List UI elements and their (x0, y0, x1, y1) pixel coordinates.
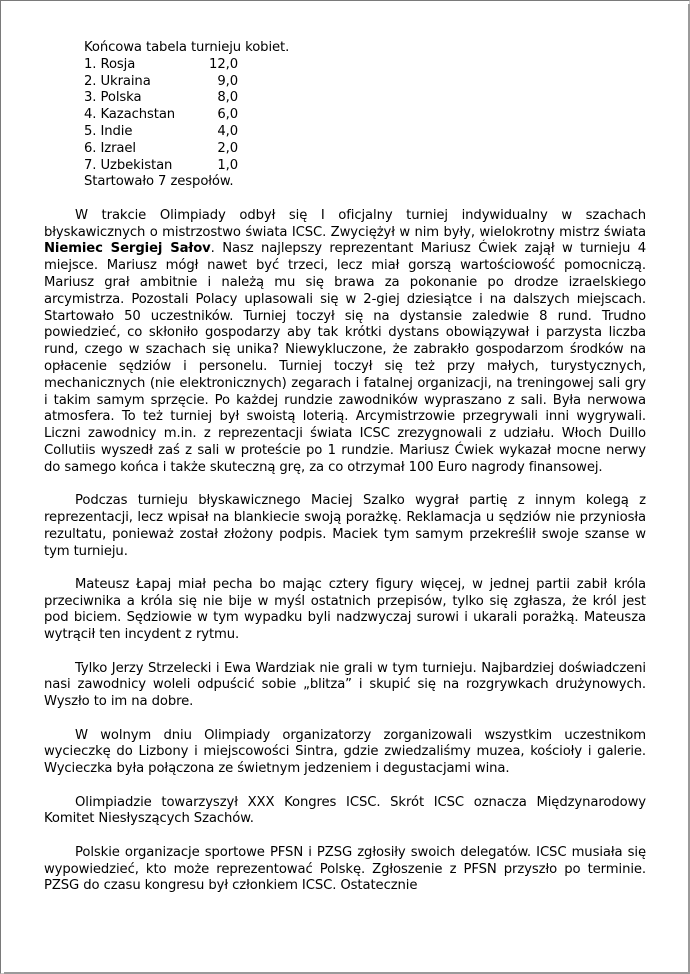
results-row: 4. Kazachstan 6,0 (84, 107, 238, 123)
results-row: 6. Izrael 2,0 (84, 140, 238, 156)
document-body (44, 40, 646, 895)
results-row: 7. Uzbekistan 1,0 (84, 157, 238, 173)
paragraph-lapaj: Mateusz Łapaj miał pecha bo mając cztery figury więcej, w jednej partii zabił króla przeciwnika a króla się nie bije w myśl ostatnich przepisów, tylko się zgłasza, że król jest pod biciem. Sędziowie w tym wypadku byli nadzwyczaj surowi i ukarali porażką. Mateusza wytrącił ten incydent z rytmu. (44, 576, 646, 643)
results-footer: Startowało 7 zespołów. (84, 174, 234, 190)
paragraph-blitz-tournament: W trakcie Olimpiady odbył się I oficjalny turniej indywidualny w szachach błyskawicznych o mistrzostwo świata ICSC. Zwyciężył w nim były, wielokrotny mistrz świata Niemiec Sergiej Sałov. Nasz najlepszy reprezentant Mariusz Ćwiek zajął w turnieju 4 miejsce. Mariusz mógł nawet być trzeci, lecz miał gorszą wartościowość pomocniczą. Mariusz grał ambitnie i należą mu się brawa za pokonanie po drodze izraelskiego arcymistrza. Pozostali Polacy uplasowali się w 2-giej dziesiątce i na dalszych miejscach. Startowało 50 uczestników. Turniej toczył się na dystansie zaledwie 8 rund. Trudno powiedzieć, co skłoniło gospodarzy aby tak krótki dystans obowiązywał i parzysta liczba rund, czego w szachach się unika? Niewykluczone, że zabrakło gospodarzom środków na opłacenie sędziów i personelu. Turniej toczył się też przy małych, turystycznych, mechanicznych (nie elektronicznych) zegarach i fatalnej organizacji, na treningowej sali gry i takim samym sprzęcie. Po każdej rundzie zawodników wypraszano z sali. Była nerwowa atmosfera. To też turniej był swoistą loterią. Arcymistrzowie przegrywali inni wygrywali. Liczni zawodnicy m.in. z reprezentacji świata ICSC zrezygnowali z udziału. Włoch Duillo Collutiis wyszedł zaś z sali w proteście po 1 rundzie. Mariusz Ćwiek wykazał mocne nerwy do samego końca i także skuteczną grę, za co otrzymał 100 Euro nagrody finansowej. (44, 207, 646, 475)
results-title: Końcowa tabela turnieju kobiet. (84, 40, 290, 55)
results-table (44, 40, 646, 191)
paragraph-szalko: Podczas turnieju błyskawicznego Maciej Szalko wygrał partię z innym kolegą z reprezentacji, lecz wpisał na blankiecie swoją porażkę. Reklamacja u sędziów nie przyniosła rezultatu, ponieważ został złożony podpis. Maciek tym samym przekreślił swoje szanse w tym turnieju. (44, 493, 646, 559)
results-row: 1. Rosja 12,0 (84, 56, 238, 72)
paragraph-congress: Olimpiadzie towarzyszył XXX Kongres ICSC. Skrót ICSC oznacza Międzynarodowy Komitet Niesłyszących Szachów. (44, 794, 646, 827)
winner-name: Niemiec Sergiej Sałov (44, 241, 211, 257)
results-row: 2. Ukraina 9,0 (84, 73, 238, 89)
paragraph-delegates: Polskie organizacje sportowe PFSN i PZSG zgłosiły swoich delegatów. ICSC musiała się wypowiedzieć, kto może reprezentować Polskę. Zgłoszenie z PFSN przyszło po terminie. PZSG do czasu kongresu był członkiem ICSC. Ostatecznie (44, 844, 646, 894)
paragraph-strzelecki-wardziak: Tylko Jerzy Strzelecki i Ewa Wardziak nie grali w tym turnieju. Najbardziej doświadczeni nasi zawodnicy woleli odpuścić sobie „blitza” i skupić się na rozgrywkach drużynowych. Wyszło to im na dobre. (44, 660, 646, 710)
results-row: 5. Indie 4,0 (84, 123, 238, 139)
results-row: 3. Polska 8,0 (84, 90, 238, 106)
paragraph-excursion: W wolnym dniu Olimpiady organizatorzy zorganizowali wszystkim uczestnikom wycieczkę do Lizbony i miejscowości Sintra, gdzie zwiedzaliśmy muzea, kościoły i galerie. Wycieczka była połączona ze świetnym jedzeniem i degustacjami wina. (44, 727, 646, 777)
